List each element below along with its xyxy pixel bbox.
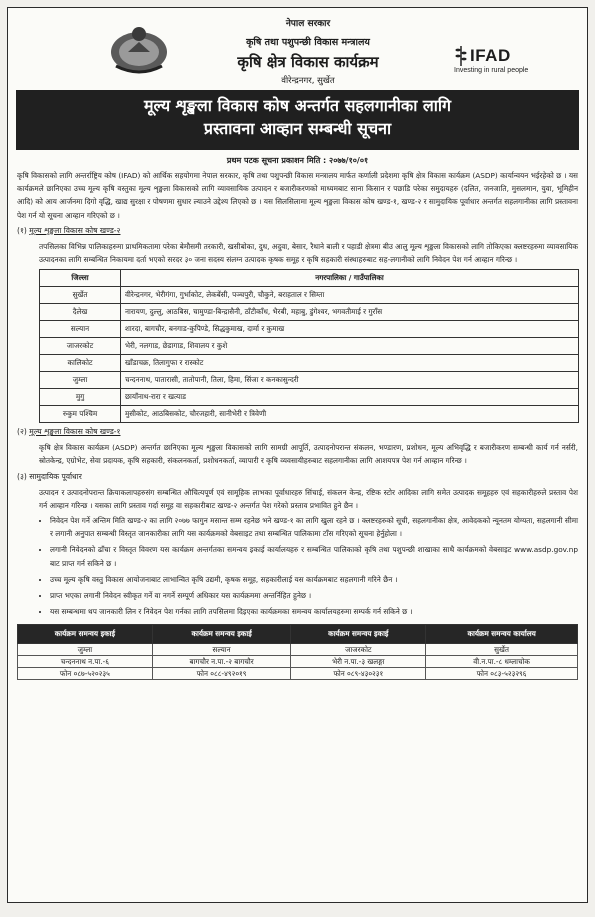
office-cell: भेरी न.पा.-३ खलङ्गा <box>291 656 426 668</box>
list-item: • उच्च मूल्य कृषि वस्तु विकास आयोजनाबाट लाभान्वित कृषि उद्यमी, कृषक समूह, सहकारीलाई यस कार्यक्रमबाट सहलगानी गरिने छैन । <box>50 573 578 586</box>
table-row <box>40 338 579 355</box>
office-cell: फोन ०८३-५२३२९६ <box>426 668 578 680</box>
district-cell: जाजरकोट <box>40 338 121 355</box>
table-row <box>40 321 579 338</box>
table-row <box>40 406 579 423</box>
table-row <box>40 355 579 372</box>
district-table <box>39 269 579 423</box>
table-row <box>40 304 579 321</box>
publication-date: प्रथम पटक सूचना प्रकाशन मिति : २०७७/१०/०१ <box>226 156 369 165</box>
office-phone-row <box>18 668 578 680</box>
office-cell: फोन ०८८-४९२०१९ <box>152 668 291 680</box>
section-3-heading <box>17 470 578 483</box>
program-location: वीरेन्द्रनगर, सुर्खेत <box>281 76 335 86</box>
municipality-cell: शारदा, बागचौर, बनगाड-कुपिण्डे, सिद्धकुमाख, दार्मा र कुमाख <box>121 321 579 338</box>
section-2-title: मूल्य शृङ्खला विकास कोष खण्ड-१ <box>29 427 121 437</box>
list-item: • प्राप्त भएका लगानी निवेदन स्वीकृत गर्ने वा नगर्ने सम्पूर्ण अधिकार यस कार्यक्रममा अन्तर्निहित हुनेछ । <box>50 589 578 602</box>
office-header: कार्यक्रम समन्वय इकाई <box>18 625 153 644</box>
government-name: नेपाल सरकार <box>285 19 331 29</box>
district-cell: रुकुम पश्चिम <box>40 406 121 423</box>
section-1-text: तपसिलका विभिन्न पालिकाहरुमा प्राथमिकतामा परेका बेमौसमी तरकारी, खसीबोका, दुध, अदुवा, बेसार, रैथाने बाली र पहाडी क्षेत्रमा बीउ आलु मूल्य शृङ्खला विकासको लागि तोकिएका क्लष्टरहरुमा व्यावसायिक उत्पादनका लागि सम्बन्धित निकायमा दर्ता भएको सरदर ३० जना सदस्य संलग्न उत्पादक कृषक समूह र कृषि सहकारी संस्थाहरुबाट सह-लगानीको लागि निवेदन पेश गर्न आव्हान गरिन्छ । <box>39 241 578 265</box>
office-header: कार्यक्रम समन्वय इकाई <box>152 625 291 644</box>
section-2-heading <box>17 425 578 438</box>
office-cell: सुर्खेत <box>426 644 578 656</box>
offices-table <box>17 624 578 680</box>
office-cell: जुम्ला <box>18 644 153 656</box>
office-cell: सल्यान <box>152 644 291 656</box>
section-3-number: (३) <box>17 471 27 481</box>
district-cell: मुगु <box>40 389 121 406</box>
ifad-wordmark: IFAD <box>470 46 511 65</box>
office-address-row <box>18 656 578 668</box>
office-cell: वी.न.पा.-८ धम्लाचोक <box>426 656 578 668</box>
office-cell: बागचौर न.पा.-२ बागचौर <box>152 656 291 668</box>
section-1-number: (१) <box>17 225 27 235</box>
municipality-cell: खाँडाचक्र, तिलागुफा र रास्कोट <box>121 355 579 372</box>
wheat-icon <box>454 44 468 66</box>
office-cell: फोन ०८९-४३०२३१ <box>291 668 426 680</box>
ifad-tagline: Investing in rural people <box>454 67 529 74</box>
table-row <box>40 372 579 389</box>
ifad-logo <box>454 44 564 74</box>
list-item: • निवेदन पेश गर्ने अन्तिम मिति खण्ड-२ का लागि २०७७ फागुन मसान्त सम्म रहनेछ भने खण्ड-१ का लागि खुला रहने छ । क्लष्टरहरुको सूची, सहलगानीका क्षेत्र, आवेदकको न्यूनतम योग्यता, सहलगानी सीमा र लगानी अनुपात सम्बन्धी विस्तृत जानकारीका लागि यस कार्यक्रमको वेबसाइट तथा सम्बन्धित पालिकामा टाँस गरिएको सूचना हेर्नुहोला । <box>50 514 578 540</box>
intro-paragraph: कृषि विकासको लागि अन्तर्राष्ट्रिय कोष (IFAD) को आर्थिक सहयोगमा नेपाल सरकार, कृषि तथा पशुपन्छी विकास मन्त्रालय मार्फत कर्णाली प्रदेशमा कृषि क्षेत्र विकास कार्यक्रम (ASDP) कार्यान्वयन भईरहेको छ । यस कार्यक्रमले छानिएका उच्च मूल्य कृषि वस्तुका मूल्य शृङ्खला विकासको लागि व्यावसायिक उत्पादन र बजारीकरणको माध्यमबाट साना किसान र पछाडि परेका समुदायहरु (दलित, जनजाति, मुसलमान, युवा, भूमिहीन आदि) को आय आर्जनमा दिगो वृद्धि, खाद्य सुरक्षा र पोषणमा सुधार ल्याउने उद्देश्य लिएको छ । यस सिलसिलामा मूल्य शृङ्खला विकास कोष खण्ड-१, खण्ड-२ र सामुदायिक पूर्वाधार अन्तर्गत सहलगानीका लागि प्रस्तावना पेश गर्न यो सूचना आव्हान गरिएको छ । <box>17 171 578 220</box>
title-banner <box>16 90 579 150</box>
table-row <box>40 287 579 304</box>
section-1-title: मूल्य शृङ्खला विकास कोष खण्ड-२ <box>29 225 121 235</box>
header <box>8 8 587 90</box>
ministry-name: कृषि तथा पशुपन्छी विकास मन्त्रालय <box>246 37 370 48</box>
section-2-number: (२) <box>17 427 27 437</box>
notice-page <box>7 7 588 903</box>
list-item: • लगानी निवेदनको ढाँचा र विस्तृत विवरण यस कार्यक्रम अन्तर्गतका समन्वय इकाई कार्यालयहरु र सम्बन्धित पालिकाको कृषि तथा पशुपन्छी शाखाका साथै कार्यक्रमको वेबसाइट www.asdp.gov.np बाट प्राप्त गर्न सकिने छ । <box>50 543 578 569</box>
district-cell: दैलेख <box>40 304 121 321</box>
title-line-1: मूल्य शृङ्खला विकास कोष अन्तर्गत सहलगानीका लागि <box>143 96 452 115</box>
notice-bullet-list <box>38 514 578 618</box>
list-item: • यस सम्बन्धमा थप जानकारी लिन र निवेदन पेश गर्नका लागि तपसिलमा दिइएका कार्यक्रमका समन्वय कार्यालयहरुमा सम्पर्क गर्न सकिने छ । <box>50 605 578 618</box>
district-cell: सुर्खेत <box>40 287 121 304</box>
table-row <box>40 389 579 406</box>
section-1-heading <box>17 224 578 237</box>
program-name: कृषि क्षेत्र विकास कार्यक्रम <box>237 53 379 71</box>
municipality-cell: वीरेन्द्रनगर, भेरीगंगा, गुर्भाकोट, लेकबेंसी, पञ्चपुरी, चौकुने, बराहताल र सिम्ता <box>121 287 579 304</box>
section-2-text: कृषि क्षेत्र विकास कार्यक्रम (ASDP) अन्तर्गत छानिएका मूल्य शृङ्खला विकासको लागि सामग्री आपूर्ति, उत्पादनोपरान्त संकलन, भण्डारण, प्रशोधन, मूल्य अभिवृद्धि र बजारीकरण सम्बन्धी कार्य गर्न नर्सरी, स्रोतकेन्द्र, एग्रोभेट, सेवा प्रदायक, कृषि सहकारी, संकलनकर्ता, प्रशोधनकर्ता, व्यापारी र कृषि व्यवसायीहरुबाट सहलगानीका लागि आशयपत्र पेश गर्न आव्हान गरिन्छ । <box>39 443 578 466</box>
title-line-2: प्रस्तावना आव्हान सम्बन्धी सूचना <box>203 119 392 138</box>
municipality-cell: नारायण, दुल्लु, आठबिस, चामुण्डा-बिन्द्रासैनी, ठाँटीकाँध, भैरबी, महाबु, डुंगेश्वर, भगवतीमाई र गुराँस <box>121 304 579 321</box>
nepal-government-emblem-icon <box>108 22 170 76</box>
district-column-header: जिल्ला <box>40 270 121 287</box>
municipality-cell: मुसीकोट, आठबिसकोट, चौरजहारी, सानीभेरी र त्रिवेणी <box>121 406 579 423</box>
office-header: कार्यक्रम समन्वय इकाई <box>291 625 426 644</box>
office-header: कार्यक्रम समन्वय कार्यालय <box>426 625 578 644</box>
office-cell: फोन ०८७-५२०२३५ <box>18 668 153 680</box>
office-cell: चन्दननाथ न.पा.-६ <box>18 656 153 668</box>
district-cell: सल्यान <box>40 321 121 338</box>
municipality-cell: छायाँनाथ-रारा र खत्याड <box>121 389 579 406</box>
office-name-row <box>18 644 578 656</box>
district-cell: कालिकोट <box>40 355 121 372</box>
municipality-column-header: नगरपालिका / गाउँपालिका <box>121 270 579 287</box>
district-cell: जुम्ला <box>40 372 121 389</box>
municipality-cell: चन्दननाथ, पातारासी, तातोपानी, तिला, हिमा, सिंजा र कनकासुन्दरी <box>121 372 579 389</box>
office-cell: जाजरकोट <box>291 644 426 656</box>
section-3-title: सामुदायिक पूर्वाधार <box>29 471 82 481</box>
municipality-cell: भेरी, नलगाड, छेडागाड, शिवालय र कुशे <box>121 338 579 355</box>
section-3-text: उत्पादन र उत्पादनोपरान्त क्रियाकलापहरुसंग सम्बन्धित औचित्यपूर्ण एवं सामूहिक लाभका पूर्वाधारहरु सिंचाई, संकलन केन्द्र, रष्टिक स्टोर आदिका लागि समेत उत्पादक समूहहरु एवं सहकारीहरुले प्रस्ताव पेश गर्न आव्हान गरिन्छ । यसका लागि प्रस्ताव गर्दा समूह वा सहकारीबाट खण्ड-२ अन्तर्गत पेश गरेको प्रस्ताव प्रभावित हुने छैन । <box>39 487 578 510</box>
